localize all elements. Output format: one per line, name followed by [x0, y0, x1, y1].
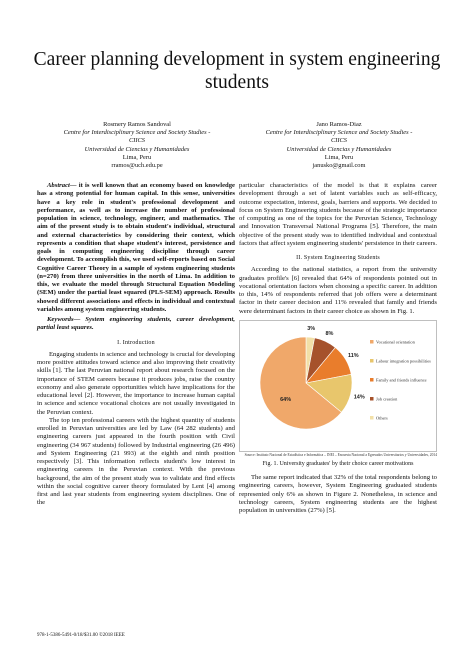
pie-value-label: 3%: [307, 325, 316, 332]
author-affiliation: Centre for Interdisciplinary Science and Society Studies -: [63, 129, 211, 137]
legend-label: Labour integration possibilities: [376, 358, 431, 364]
paper-title: Career planning development in system engineering students: [33, 49, 441, 93]
left-column: [37, 182, 235, 508]
author-affiliation: CIICS: [331, 137, 347, 145]
legend-label: Vocational orientation: [376, 339, 415, 345]
pie-value-label: 11%: [347, 352, 359, 359]
legend-label: Job creation: [376, 396, 398, 402]
paragraph: The top ten professional careers with the highest quantity of students enrolled in Peruvian universities are led by Law (64 282 students) and engineering careers just appeared in the fourth position with Civil engineering (34 967 students) followed by Industrial engineering (26 496) and System Engineering (21 993) at the eighth and ninth position respectively [3]. This information reflects student's low interest in engineering careers in the Peruvian context. With the previous background, the aim of the present study was to validate and find effects within the social cognitive career theory formulated by Lent [4] among first and last year students from engineering system disciplines. One of the: [37, 416, 235, 507]
section-heading-introduction: I. Introduction: [117, 339, 155, 346]
author-name: Jano Ramos-Diaz: [316, 121, 362, 128]
author-city: Lima, Peru: [324, 153, 354, 161]
author-affiliation: Centre for Interdisciplinary Science and Society Studies -: [265, 129, 413, 137]
legend-swatch: [370, 416, 374, 420]
paragraph: particular characteristics of the model is that it explains career development through a set of latent variables such as self-efficacy, outcome expectation, interest, goals, barriers and supports. We decided to focus on System Engineering students because of the strategic importance of computing as one of the topics for the Peruvian Science, Technology and Innovation Transversal National Programs [5]. Therefore, the main objective of the present study was to identified individual and contextual factors that affect system engineering students' persistence in their careers.: [239, 182, 438, 247]
author-city: Lima, Peru: [122, 153, 152, 161]
legend-swatch: [370, 340, 374, 344]
author-affiliation: Universidad de Ciencias y Humanidades: [84, 145, 190, 153]
abstract: [37, 182, 235, 314]
author-block-1: [37, 121, 237, 170]
author-affiliation: Universidad de Ciencias y Humanidades: [286, 145, 392, 153]
author-name: Rosmery Ramos Sandoval: [103, 121, 171, 128]
footer-copyright: 978-1-5386-5491-0/18/$31.00 ©2018 IEEE: [37, 633, 125, 638]
pie-value-label: 8%: [325, 330, 334, 337]
figure-caption: Fig. 1. University graduates' by their choice career motivations: [262, 460, 414, 467]
author-block-2: [239, 121, 439, 170]
abstract-lead: Abstract—: [47, 182, 77, 189]
section-heading-system-engineering: II. System Engineering Students: [296, 255, 380, 261]
legend-swatch: [370, 378, 374, 382]
legend-swatch: [370, 397, 374, 401]
pie-value-label: 64%: [280, 396, 292, 403]
paragraph: According to the national statistics, a report from the university graduates profile's [6] revealed that 64% of respondents pointed out in vocational orientation factors when choosing a specific career. In addition to this, 14% of respondents referred that job offers were a determinant factor in their career decision and 11% revealed that family and friends were determinant factors in their career choice as shown in Fig. 1.: [239, 266, 437, 315]
pie-chart: [240, 321, 438, 453]
author-email: rramos@uch.edu.pe: [111, 162, 163, 170]
figure-pie-chart: [239, 320, 437, 452]
legend-label: Others: [376, 415, 388, 421]
author-email: janusko@gmail.com: [312, 162, 366, 170]
paragraph: Engaging students in science and technology is crucial for developing more positive attitudes toward science and also improving their creativity skills [1]. The last Peruvian national report about research focused on the importance of STEM careers because it produces jobs, raise the country economy and also generate opportunities which have implications for the educational level [2]. However, the importance to increase human capital in science and science vocational choices are not usually investigated in the Peruvian context.: [37, 350, 235, 416]
legend-swatch: [370, 359, 374, 363]
right-column: [239, 182, 437, 515]
figure-source: Source: Instituto Nacional de Estadística e Informática – INEI – Encuesta Nacional a Egresados Universitarios y Universidades, 2014: [244, 452, 437, 457]
author-affiliation: CIICS: [129, 137, 145, 145]
paragraph: The same report indicated that 32% of the total respondents belong to engineering careers, however, System Engineering graduated students represented only 6% as shown in Figure 2. Nonetheless, in science and technology careers, System engineering students are the highest population in universities (27%) [5].: [239, 474, 437, 515]
keywords: Keywords— System engineering students, career development, partial least squares.: [37, 316, 235, 332]
pie-value-label: 14%: [353, 394, 365, 401]
legend-label: Family and friends influence: [376, 377, 427, 383]
abstract-text: it is well known that an economy based on knowledge has a strong potential for human capital. In this sense, universities have a key role in student's professional development and performance, as well as to increase the number of professional population in science, technology, engineer, and mathematics. The aim of the present study is to obtain student's individual, structural and external characteristics by considering their context, which represents a condition that shape student's interest, persistence and goals in computing engineering discipline through career development. To accomplish this, we used self-reports based on Social Cognitive Career Theory in a sample of system engineering students (n=270) from three universities in the north of Lima. In addition to this, we evaluate the model through Structural Equation Modeling (SEM) under the partial least squared (PLS-SEM) approach. Results showed different associations and effects in individual and contextual variables among system engineering students.: [37, 182, 235, 313]
